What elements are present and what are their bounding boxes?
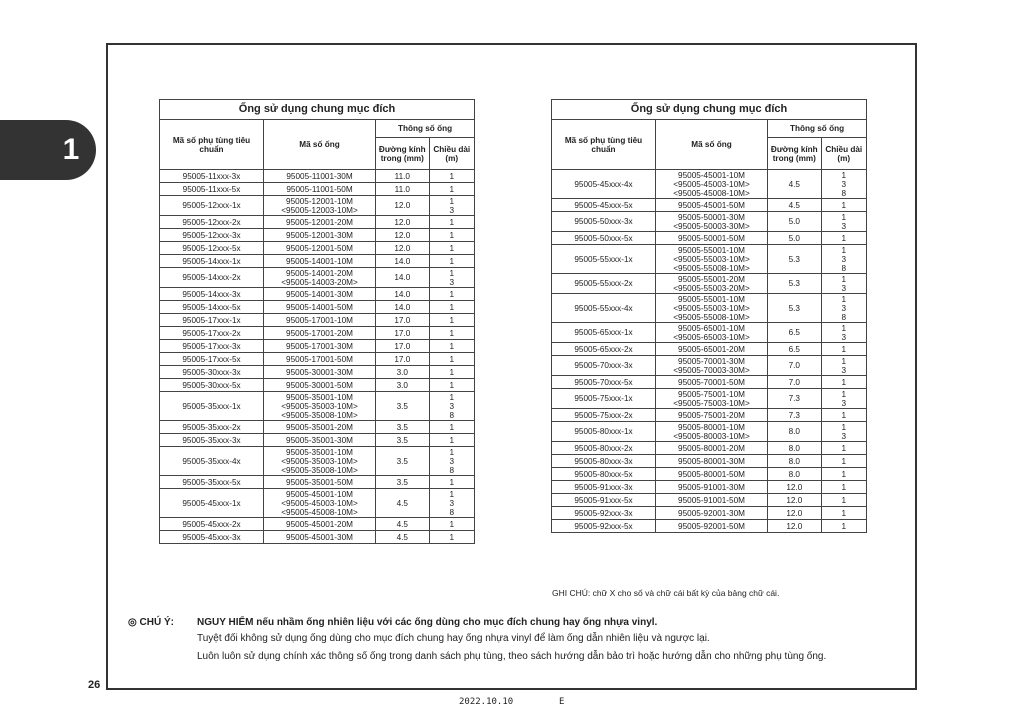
cell-length: 1 3 [821,274,866,294]
cell-length: 1 [429,421,474,434]
cell-part-std: 95005-80xxx-3x [552,455,656,468]
cell-length: 1 [821,442,866,455]
cell-diameter: 17.0 [376,353,430,366]
header-diameter: Đường kính trong (mm) [768,138,822,170]
table-row [160,183,475,196]
cell-hose-no: 95005-35001-50M [263,476,375,489]
table-row [160,196,475,216]
cell-length: 1 [429,434,474,447]
cell-length: 1 [429,518,474,531]
cell-diameter: 3.5 [376,421,430,434]
cell-hose-no: 95005-35001-10M <95005-35003-10M> <95005-35008-10M> [263,392,375,421]
cell-diameter: 3.5 [376,392,430,421]
cell-part-std: 95005-45xxx-5x [552,199,656,212]
cell-hose-no: 95005-14001-20M <95005-14003-20M> [263,268,375,288]
cell-hose-no: 95005-92001-50M [655,520,767,533]
cell-diameter: 12.0 [376,229,430,242]
table-row [552,409,867,422]
cell-length: 1 [821,520,866,533]
footer-code: E [559,697,565,707]
cell-length: 1 [429,340,474,353]
cell-hose-no: 95005-45001-30M [263,531,375,544]
cell-part-std: 95005-75xxx-1x [552,389,656,409]
cell-hose-no: 95005-17001-50M [263,353,375,366]
right-hose-table [551,99,867,533]
cell-part-std: 95005-45xxx-4x [552,170,656,199]
cell-length: 1 [429,353,474,366]
table-row [160,379,475,392]
cell-length: 1 [429,379,474,392]
cell-part-std: 95005-11xxx-5x [160,183,264,196]
table-row [160,476,475,489]
cell-part-std: 95005-45xxx-1x [160,489,264,518]
cell-part-std: 95005-14xxx-1x [160,255,264,268]
cell-part-std: 95005-35xxx-5x [160,476,264,489]
table-row [160,301,475,314]
cell-length: 1 [821,507,866,520]
cell-length: 1 [429,366,474,379]
cell-hose-no: 95005-35001-30M [263,434,375,447]
cell-hose-no: 95005-12001-30M [263,229,375,242]
cell-part-std: 95005-12xxx-5x [160,242,264,255]
cell-diameter: 14.0 [376,301,430,314]
cell-hose-no: 95005-14001-10M [263,255,375,268]
cell-length: 1 3 [429,196,474,216]
chapter-number: 1 [62,133,80,166]
cell-diameter: 5.3 [768,274,822,294]
cell-hose-no: 95005-91001-30M [655,481,767,494]
cell-diameter: 5.3 [768,245,822,274]
cell-diameter: 8.0 [768,455,822,468]
table-row [552,494,867,507]
cell-diameter: 14.0 [376,255,430,268]
cell-length: 1 3 [821,323,866,343]
header-spec: Thông số ống [768,120,867,138]
cell-hose-no: 95005-70001-30M <95005-70003-30M> [655,356,767,376]
cell-diameter: 5.0 [768,232,822,245]
table-row [160,340,475,353]
cell-diameter: 12.0 [376,196,430,216]
cell-part-std: 95005-55xxx-1x [552,245,656,274]
cell-length: 1 [821,455,866,468]
cell-length: 1 [821,199,866,212]
cell-diameter: 17.0 [376,327,430,340]
cell-hose-no: 95005-55001-10M <95005-55003-10M> <95005-55008-10M> [655,294,767,323]
header-hose-no: Mã số ống [655,120,767,170]
cell-length: 1 [429,229,474,242]
cell-diameter: 4.5 [376,489,430,518]
cell-length: 1 [429,255,474,268]
table-row [552,442,867,455]
table-row [160,392,475,421]
cell-part-std: 95005-14xxx-5x [160,301,264,314]
cell-hose-no: 95005-80001-30M [655,455,767,468]
cell-length: 1 [429,476,474,489]
cell-length: 1 3 [429,268,474,288]
cell-hose-no: 95005-45001-10M <95005-45003-10M> <95005-45008-10M> [263,489,375,518]
cell-length: 1 [429,170,474,183]
cell-hose-no: 95005-12001-20M [263,216,375,229]
cell-length: 1 3 8 [429,489,474,518]
cell-hose-no: 95005-75001-20M [655,409,767,422]
cell-hose-no: 95005-91001-50M [655,494,767,507]
cell-length: 1 [429,531,474,544]
table-row [160,216,475,229]
cell-length: 1 [821,376,866,389]
cell-hose-no: 95005-80001-10M <95005-80003-10M> [655,422,767,442]
header-spec: Thông số ống [376,120,475,138]
cell-hose-no: 95005-14001-50M [263,301,375,314]
cell-length: 1 [429,288,474,301]
cell-hose-no: 95005-45001-20M [263,518,375,531]
cell-hose-no: 95005-45001-50M [655,199,767,212]
cell-diameter: 17.0 [376,314,430,327]
cell-part-std: 95005-12xxx-2x [160,216,264,229]
cell-part-std: 95005-17xxx-2x [160,327,264,340]
cell-length: 1 [429,314,474,327]
header-diameter: Đường kính trong (mm) [376,138,430,170]
cell-length: 1 3 8 [429,392,474,421]
cell-length: 1 [821,468,866,481]
table-row [160,268,475,288]
cell-part-std: 95005-92xxx-3x [552,507,656,520]
cell-diameter: 14.0 [376,268,430,288]
table-row [160,229,475,242]
cell-diameter: 12.0 [768,520,822,533]
cell-hose-no: 95005-80001-50M [655,468,767,481]
cell-diameter: 8.0 [768,442,822,455]
left-table-body [160,170,475,544]
cell-diameter: 4.5 [768,199,822,212]
cell-hose-no: 95005-11001-50M [263,183,375,196]
cell-part-std: 95005-30xxx-3x [160,366,264,379]
cell-part-std: 95005-65xxx-2x [552,343,656,356]
cell-length: 1 [429,183,474,196]
table-title: Ống sử dụng chung mục đích [552,100,867,120]
table-row [552,343,867,356]
cell-diameter: 4.5 [768,170,822,199]
cell-hose-no: 95005-17001-10M [263,314,375,327]
table-row [552,170,867,199]
table-row [160,518,475,531]
cell-length: 1 3 8 [821,170,866,199]
cell-diameter: 12.0 [768,481,822,494]
cell-hose-no: 95005-50001-30M <95005-50003-30M> [655,212,767,232]
cell-hose-no: 95005-30001-50M [263,379,375,392]
cell-part-std: 95005-12xxx-1x [160,196,264,216]
table-row [552,274,867,294]
cell-part-std: 95005-65xxx-1x [552,323,656,343]
cell-length: 1 [429,242,474,255]
table-row [552,520,867,533]
cell-length: 1 [821,409,866,422]
cell-part-std: 95005-17xxx-1x [160,314,264,327]
cell-hose-no: 95005-92001-30M [655,507,767,520]
cell-hose-no: 95005-14001-30M [263,288,375,301]
cell-hose-no: 95005-65001-20M [655,343,767,356]
cell-length: 1 3 8 [821,245,866,274]
cell-hose-no: 95005-17001-30M [263,340,375,353]
cell-hose-no: 95005-30001-30M [263,366,375,379]
cell-length: 1 3 8 [821,294,866,323]
cell-part-std: 95005-80xxx-1x [552,422,656,442]
table-row [552,323,867,343]
table-row [160,531,475,544]
cell-part-std: 95005-45xxx-2x [160,518,264,531]
cell-hose-no: 95005-70001-50M [655,376,767,389]
cell-diameter: 3.0 [376,379,430,392]
cell-diameter: 8.0 [768,422,822,442]
cell-diameter: 4.5 [376,531,430,544]
cell-diameter: 11.0 [376,170,430,183]
cell-diameter: 7.0 [768,356,822,376]
table-row [160,314,475,327]
cell-diameter: 12.0 [376,242,430,255]
cell-hose-no: 95005-65001-10M <95005-65003-10M> [655,323,767,343]
cell-length: 1 3 8 [429,447,474,476]
table-row [160,489,475,518]
table-row [552,376,867,389]
cell-part-std: 95005-17xxx-5x [160,353,264,366]
table-row [552,245,867,274]
table-row [160,421,475,434]
table-row [160,353,475,366]
cell-diameter: 4.5 [376,518,430,531]
cell-length: 1 [429,327,474,340]
cell-hose-no: 95005-55001-10M <95005-55003-10M> <95005-55008-10M> [655,245,767,274]
page-number: 26 [88,679,101,691]
table-row [160,447,475,476]
header-length: Chiều dài (m) [429,138,474,170]
cell-part-std: 95005-92xxx-5x [552,520,656,533]
cell-part-std: 95005-11xxx-3x [160,170,264,183]
cell-diameter: 5.3 [768,294,822,323]
cell-diameter: 7.3 [768,389,822,409]
table-row [160,288,475,301]
cell-part-std: 95005-91xxx-3x [552,481,656,494]
table-row [552,481,867,494]
cell-part-std: 95005-30xxx-5x [160,379,264,392]
table-row [552,212,867,232]
caution-label: ◎ CHÚ Ý: [128,617,174,628]
table-row [552,356,867,376]
cell-hose-no: 95005-50001-50M [655,232,767,245]
table-row [552,232,867,245]
cell-part-std: 95005-35xxx-3x [160,434,264,447]
cell-length: 1 [429,301,474,314]
table-row [552,389,867,409]
table-row [160,434,475,447]
cell-part-std: 95005-50xxx-3x [552,212,656,232]
caution-heading: NGUY HIỂM nếu nhầm ống nhiên liệu với các ống dùng cho mục đích chung hay ống nhựa vinyl. [197,617,658,628]
cell-diameter: 7.0 [768,376,822,389]
cell-part-std: 95005-35xxx-2x [160,421,264,434]
cell-length: 1 [821,494,866,507]
header-part-std: Mã số phụ tùng tiêu chuẩn [160,120,264,170]
table-title: Ống sử dụng chung mục đích [160,100,475,120]
caution-line-1: Tuyệt đối không sử dụng ống dùng cho mục đích chung hay ống nhựa vinyl để làm ống dẫn nhiên liệu và ngược lại. [197,633,710,644]
cell-hose-no: 95005-12001-10M <95005-12003-10M> [263,196,375,216]
caution-line-2: Luôn luôn sử dụng chính xác thông số ống trong danh sách phụ tùng, theo sách hướng dẫn bảo trì hoặc hướng dẫn cho những phụ tùng ống. [197,651,827,662]
cell-part-std: 95005-55xxx-2x [552,274,656,294]
cell-diameter: 3.0 [376,366,430,379]
cell-part-std: 95005-14xxx-3x [160,288,264,301]
table-row [552,199,867,212]
cell-diameter: 3.5 [376,447,430,476]
cell-part-std: 95005-70xxx-5x [552,376,656,389]
cell-length: 1 [821,343,866,356]
chapter-tab [0,120,96,180]
table-row [160,255,475,268]
cell-part-std: 95005-70xxx-3x [552,356,656,376]
table-footnote: GHI CHÚ: chữ X cho số và chữ cái bất kỳ của bảng chữ cái. [552,588,780,598]
cell-part-std: 95005-45xxx-3x [160,531,264,544]
table-row [160,170,475,183]
cell-diameter: 11.0 [376,183,430,196]
cell-diameter: 8.0 [768,468,822,481]
header-hose-no: Mã số ống [263,120,375,170]
cell-length: 1 [429,216,474,229]
cell-diameter: 14.0 [376,288,430,301]
header-part-std: Mã số phụ tùng tiêu chuẩn [552,120,656,170]
cell-diameter: 7.3 [768,409,822,422]
cell-part-std: 95005-75xxx-2x [552,409,656,422]
cell-hose-no: 95005-45001-10M <95005-45003-10M> <95005-45008-10M> [655,170,767,199]
cell-hose-no: 95005-17001-20M [263,327,375,340]
cell-diameter: 6.5 [768,343,822,356]
footer-date: 2022.10.10 [459,697,514,707]
cell-length: 1 3 [821,389,866,409]
cell-diameter: 17.0 [376,340,430,353]
cell-length: 1 3 [821,212,866,232]
cell-part-std: 95005-17xxx-3x [160,340,264,353]
cell-part-std: 95005-35xxx-4x [160,447,264,476]
left-hose-table [159,99,475,544]
table-row [160,366,475,379]
right-table-body [552,170,867,533]
cell-part-std: 95005-91xxx-5x [552,494,656,507]
cell-diameter: 3.5 [376,434,430,447]
cell-diameter: 6.5 [768,323,822,343]
cell-length: 1 [821,481,866,494]
cell-part-std: 95005-80xxx-5x [552,468,656,481]
cell-part-std: 95005-12xxx-3x [160,229,264,242]
header-length: Chiều dài (m) [821,138,866,170]
cell-length: 1 3 [821,356,866,376]
cell-diameter: 12.0 [376,216,430,229]
cell-part-std: 95005-55xxx-4x [552,294,656,323]
cell-part-std: 95005-14xxx-2x [160,268,264,288]
cell-diameter: 12.0 [768,494,822,507]
cell-hose-no: 95005-35001-20M [263,421,375,434]
cell-hose-no: 95005-11001-30M [263,170,375,183]
cell-hose-no: 95005-75001-10M <95005-75003-10M> [655,389,767,409]
table-row [552,507,867,520]
cell-diameter: 5.0 [768,212,822,232]
table-row [160,242,475,255]
table-row [160,327,475,340]
cell-length: 1 [821,232,866,245]
cell-part-std: 95005-35xxx-1x [160,392,264,421]
cell-diameter: 3.5 [376,476,430,489]
cell-hose-no: 95005-35001-10M <95005-35003-10M> <95005-35008-10M> [263,447,375,476]
table-row [552,294,867,323]
cell-diameter: 12.0 [768,507,822,520]
cell-hose-no: 95005-55001-20M <95005-55003-20M> [655,274,767,294]
cell-length: 1 3 [821,422,866,442]
cell-part-std: 95005-50xxx-5x [552,232,656,245]
cell-hose-no: 95005-80001-20M [655,442,767,455]
table-row [552,455,867,468]
cell-part-std: 95005-80xxx-2x [552,442,656,455]
table-row [552,422,867,442]
cell-hose-no: 95005-12001-50M [263,242,375,255]
table-row [552,468,867,481]
